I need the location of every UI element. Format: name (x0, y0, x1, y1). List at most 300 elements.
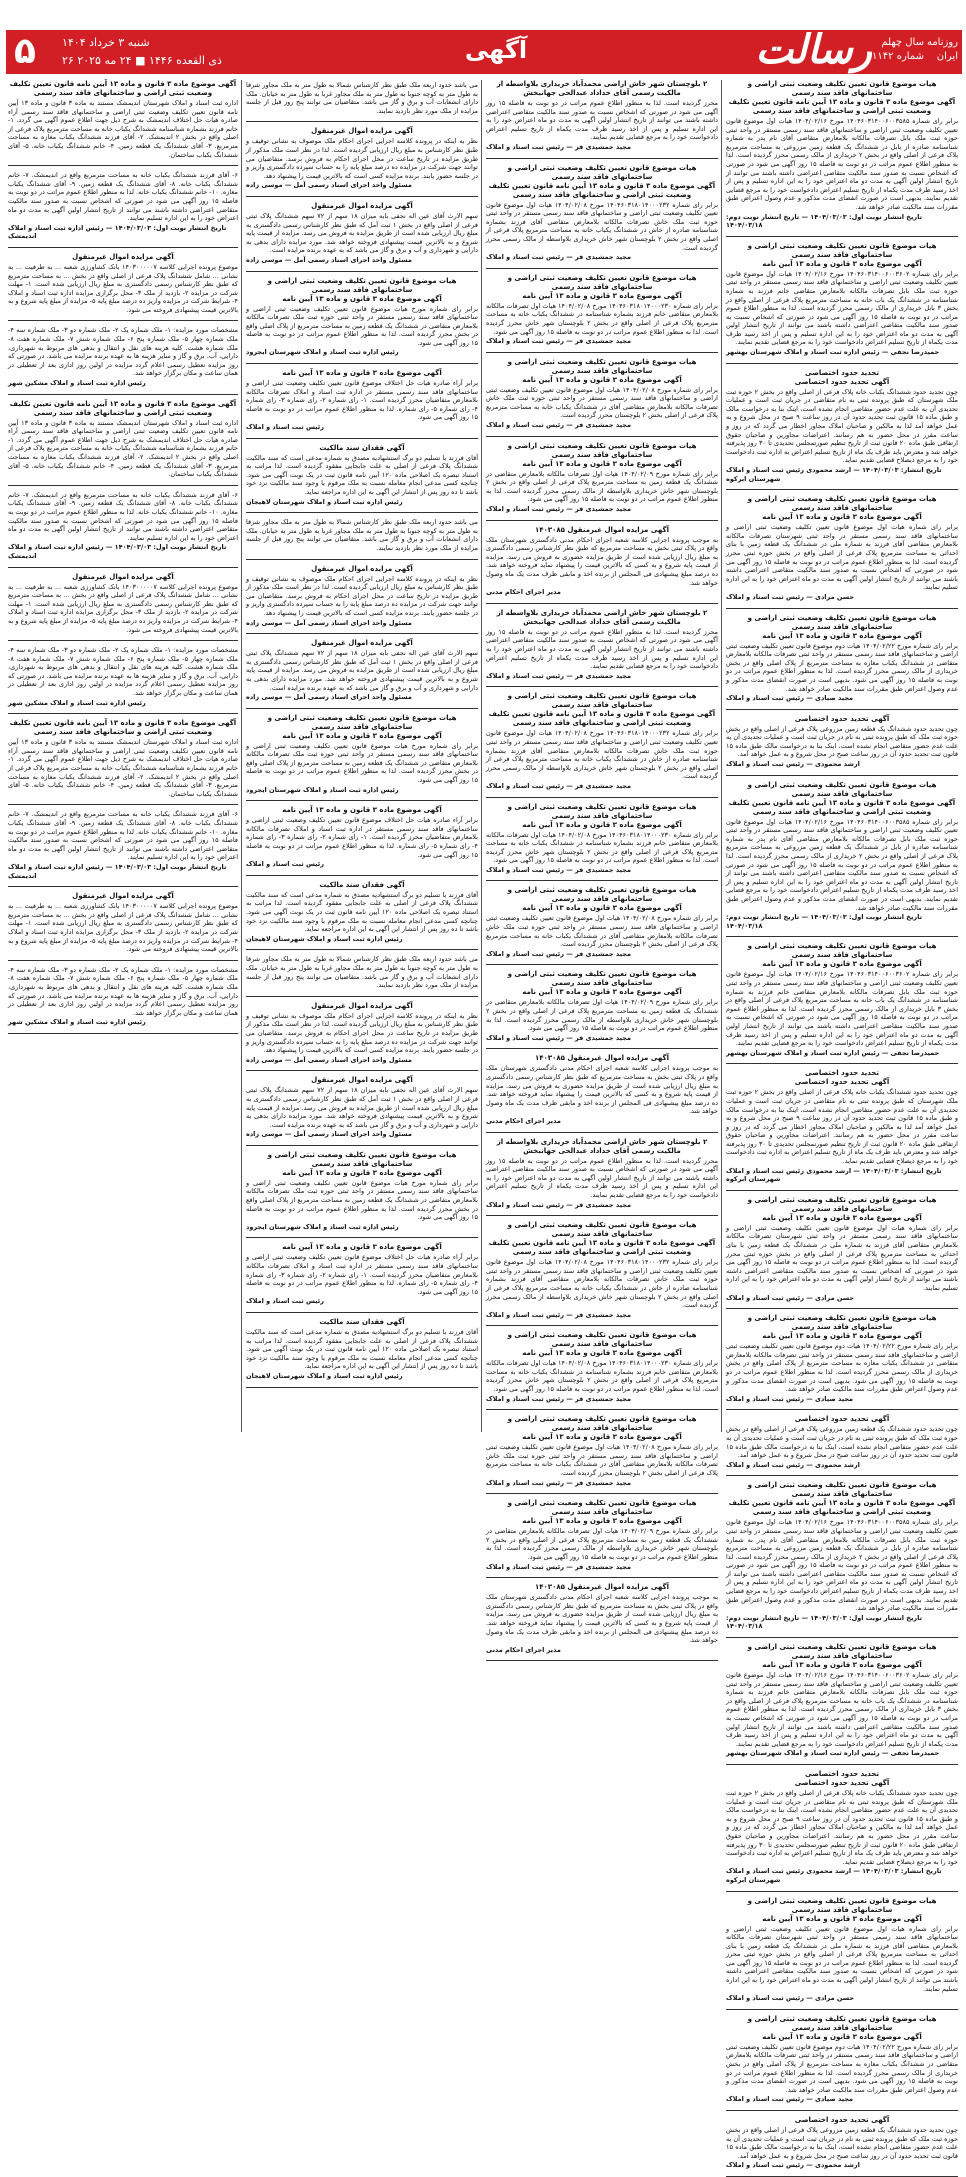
ad-separator (486, 436, 718, 437)
ad-separator (726, 2009, 958, 2010)
ad-body: اداره ثبت اسناد و املاک شهرستان اندیمشک مستند به ماده ۳ قانون و ماده ۱۳ آیین نامه قانون تعیین تکلیف وضعیت ثبتی اراضی و ساختمانهای فاقد سند رسمی آراء صادره هیات حل اختلاف اندیمشک به شرح ذیل جهت اطلاع عموم آگهی می گردد. ۱- خانم فرزند بشماره شناسنامه ششدانگ یکباب خانه به مساحت مترمربع پلاک فرعی از اصلی واقع در بخش ۲ اندیمشک. ۲- آقای فرزند ششدانگ یکباب مغازه به مساحت مترمربع. ۳- آقای ششدانگ یک قطعه زمین. ۴- خانم ششدانگ یکباب خانه. ۵- آقای ششدانگ یکباب ساختمان. (8, 738, 238, 798)
column-1 (726, 80, 959, 2170)
ad-separator (726, 1637, 958, 1638)
ad-signature: تاریخ انتشار: ۱۴۰۴/۰۳/۰۳ — ارشد محمودی رئیس ثبت اسناد و املاک شهرستان ابرکوه (726, 1867, 942, 1884)
ad-body: سهم الارث آقای عین اله نجفی بابه میزان ۱۸ سهم از ۷۲ سهم ششدانگ پلاک ثبتی فرعی از اصلی واقع در بخش ۱ ثبت آمل که طبق نظر کارشناس رسمی دادگستری به مبلغ ریال ارزیابی شده است از طریق مزایده به فروش می رسد. مزایده از قیمت پایه شروع و به بالاترین قیمت پیشنهادی فروخته خواهد شد. مورد مزایده دارای بدهی به دارایی و شهرداری و آب و برق و گاز می باشد که به عهده برنده مزایده است. (246, 649, 479, 692)
ad-body: برابر رای شماره ۱۴۰۴۶۰۳۱۴۰۰۶۰۰۳۶۰۲ مورخ ۱۴۰۴/۰۲/۱۶ هیات اول موضوع قانون تعیین تکلیف وضعیت ثبتی اراضی و ساختمانهای فاقد سند رسمی مستقر در واحد ثبتی حوزه ثبت ملک بابل تصرفات مالکانه بلامعارض متقاضی خانم فرزند به شماره شناسنامه در ششدانگ یک باب خانه به مساحت مترمربع پلاک فرعی از اصلی واقع در بخش ۳ بابل خریداری از مالک رسمی محرز گردیده است. لذا به منظور اطلاع عموم مراتب در دو نوبت به فاصله ۱۵ روز آگهی می شود در صورتی که اشخاص نسبت به صدور سند مالکیت متقاضی اعتراضی داشته باشند می توانند از تاریخ انتشار اولین آگهی به مدت دو ماه اعتراض خود را به این اداره تسلیم و پس از اخذ رسید ظرف مدت یکماه از تاریخ تسلیم اعتراض دادخواست خود را به مرجع قضایی تقدیم نمایند. (726, 269, 958, 347)
ad-body: برابر رای شماره هیات اول موضوع قانون تعیین تکلیف وضعیت ثبتی اراضی و ساختمانهای فاقد سند رسمی مستقر در واحد ثبتی شهرستان تصرفات مالکانه بلامعارض متقاضی آقای فرزند به شماره ملی در ششدانگ یک قطعه زمین با بنای احداثی به مساحت مترمربع پلاک فرعی از اصلی واقع در بخش حوزه ثبتی محرز گردیده است. لذا به منظور اطلاع عموم مراتب در دو نوبت به فاصله ۱۵ روز آگهی می شود در صورتی که اشخاص نسبت به صدور سند مالکیت متقاضی اعتراضی داشته باشند می توانند از تاریخ انتشار اولین آگهی به مدت دو ماه اعتراض خود را به این اداره تسلیم نمایند. (726, 523, 958, 592)
ad-title: آگهی مزایده اموال غیرمنقول (311, 639, 413, 648)
ad-body: چون تحدید حدود ششدانگ یک قطعه زمین مزروعی پلاک فرعی از اصلی واقع در بخش حوزه ثبت ملک که طبق پرونده ثبتی به نام در جریان ثبت است و عملیات تحدیدی آن به علت عدم حضور متقاضی انجام نشده است، اینک بنا به درخواست مالک طبق ماده ۱۵ قانون ثبت تحدید حدود آن در روز ساعت صبح در محل شروع و به عمل خواهد آمد. (726, 1425, 958, 1460)
header-left-block (6, 30, 336, 74)
ad-title: هیات موضوع قانون تعیین تکلیف وضعیت ثبتی اراضی و ساختمانهای فاقد سند رسمی (507, 1499, 697, 1517)
ad-body: برابر رای شماره مورخ ۱۴۰۴/۰۲/۰۹ هیات اول تصرفات مالکانه بلامعارض متقاضی در ششدانگ یک قطعه زمین به مساحت مترمربع پلاک فرعی از اصلی واقع در بخش ۲ بلوچستان شهر خاش خریداری بلاواسطه از مالک رسمی محرز گردیده است. لذا به منظور اطلاع عموم مراتب در دو نوبت به فاصله ۱۵ روز آگهی می شود. (486, 998, 718, 1033)
ad-separator (8, 640, 238, 641)
ad-signature: مجید جمشیدی فر — رئیس ثبت اسناد و املاک (486, 337, 631, 346)
ad-title: هیات موضوع قانون تعیین تکلیف وضعیت ثبتی اراضی و ساختمانهای فاقد سند رسمی (507, 357, 697, 375)
ad-signature: رئیس ثبت اسناد و املاک (246, 1297, 324, 1306)
ad-columns (8, 80, 959, 2170)
ad-signature: مجید جمشیدی فر — رئیس ثبت اسناد و املاک (486, 1478, 631, 1487)
ad-body: آقای فرزند با تسلیم دو برگ استشهادیه مصدق به شماره مدعی است که سند مالکیت ششدانگ پلاک فرعی از اصلی به علت جابجایی مفقود گردیده است. لذا مراتب به استناد تبصره یک اصلاحی ماده ۱۲۰ آیین نامه قانون ثبت در یک نوبت آگهی می شود. چنانچه کسی مدعی انجام معامله نسبت به ملک مرقوم یا وجود سند مالکیت نزد خود باشد تا ده روز پس از انتشار این آگهی به این اداره مراجعه نماید. (246, 890, 478, 934)
ad-title: هیات موضوع قانون تعیین تکلیف وضعیت ثبتی اراضی و ساختمانهای فاقد سند رسمی (267, 1150, 457, 1168)
ad-title: آگهی مزایده اموال غیرمنقول (311, 127, 413, 136)
ad-body: چون تحدید حدود ششدانگ یکباب خانه پلاک فرعی از اصلی واقع در بخش ۲ حوزه ثبت ملک شهرستان که طبق پرونده ثبتی به نام متقاضی در جریان ثبت است و عملیات تحدیدی آن به علت عدم حضور متقاضی انجام نشده است، اینک بنا به درخواست مالک و طبق ماده ۱۵ قانون ثبت تحدید حدود آن در روز ساعت ۹ صبح در محل شروع و به عمل خواهد آمد لذا به مالکین و صاحبان املاک مجاور اخطار می گردد که در روز و ساعت مقرر در محل حضور به هم رسانند. اعتراضات مجاورین و صاحبان حقوق ارتفاقی طبق ماده ۲۰ قانون ثبت از تاریخ تنظیم صورتمجلس تحدیدی تا ۳۰ روز پذیرفته خواهد شد و معترض باید ظرف یک ماه از تاریخ تسلیم اعتراض به اداره ثبت دادخواست خود را به مرجع ذیصلاح قضایی تقدیم نماید. (726, 1088, 958, 1166)
ad-signature: مدیر اجرای احکام مدنی (486, 588, 561, 597)
ad-body: مشخصات مورد مزایده: ۱- ملک شماره یک ۲- ملک شماره دو ۳- ملک شماره سه ۴- ملک شماره چهار ۵- ملک شماره پنج ۶- ملک شماره شش ۷- ملک شماره هفت ۸- ملک شماره هشت. کلیه هزینه های نقل و انتقال و بدهی های مربوط به شهرداری، دارایی، آب، برق و گاز و سایر هزینه ها به عهده برنده مزایده می باشد. در صورتی که روز مزایده تعطیل رسمی اعلام گردد مزایده در اولین روز اداری بعد از تعطیلی در همان ساعت و مکان برگزار خواهد شد. (8, 326, 239, 378)
ad-title: تحدید حدود اختصاصی (805, 1069, 879, 1078)
ad-separator (246, 559, 478, 560)
ad-separator (726, 1409, 958, 1410)
ad-body: برابر رای شماره ۱۴۰۴۶۰۳۱۴۰۰۶۰۰۳۵۸۵ مورخ ۱۴۰۴/۰۲/۱۶ هیات اول موضوع قانون تعیین تکلیف وضعیت ثبتی اراضی و ساختمانهای فاقد سند رسمی مستقر در واحد ثبتی حوزه ثبت ملک بابل تصرفات مالکانه بلامعارض متقاضی آقای نام پدر به شماره شناسنامه صادره از بابل در ششدانگ یک قطعه زمین مزروعی به مساحت مترمربع پلاک فرعی از اصلی واقع در بخش ۲ خریداری از مالک رسمی محرز گردیده است. لذا به منظور اطلاع عموم مراتب در دو نوبت به فاصله ۱۵ روز آگهی می شود در صورتی که اشخاص نسبت به صدور سند مالکیت متقاضی اعتراضی داشته باشند می توانند از تاریخ انتشار اولین آگهی به مدت دو ماه اعتراض خود را به این اداره تسلیم و پس از اخذ رسید ظرف مدت یکماه از تاریخ تسلیم اعتراض دادخواست خود را به مرجع قضایی تقدیم نمایند. بدیهی است در صورت انقضای مدت مذکور و عدم وصول اعتراض طبق مقررات سند مالکیت صادر خواهد شد. (726, 117, 959, 211)
ad-body: چون تحدید حدود ششدانگ یک قطعه زمین مزروعی پلاک فرعی از اصلی واقع در بخش حوزه ثبت ملک که طبق پرونده ثبتی به نام در جریان ثبت است و عملیات تحدیدی آن به علت عدم حضور متقاضی انجام نشده است، اینک بنا به درخواست مالک طبق ماده ۱۵ قانون ثبت تحدید حدود آن در روز ساعت صبح در محل شروع و به عمل خواهد آمد. (726, 2126, 958, 2160)
masthead-tag-2: روزنامه ایران (926, 37, 958, 62)
ad-signature: مجید جمشیدی فر — رئیس ثبت اسناد و املاک (486, 865, 631, 874)
ad-body: اداره ثبت اسناد و املاک شهرستان اندیمشک مستند به ماده ۳ قانون و ماده ۱۳ آیین نامه قانون تعیین تکلیف وضعیت ثبتی اراضی و ساختمانهای فاقد سند رسمی آراء صادره هیات حل اختلاف اندیمشک به شرح ذیل جهت اطلاع عموم آگهی می گردد. ۱- خانم فرزند بشماره شناسنامه ششدانگ یکباب خانه به مساحت مترمربع پلاک فرعی از اصلی واقع در بخش ۲ اندیمشک. ۲- آقای فرزند ششدانگ یکباب مغازه به مساحت مترمربع. ۳- آقای ششدانگ یک قطعه زمین. ۴- خانم ششدانگ یکباب خانه. ۵- آقای ششدانگ یکباب ساختمان. (8, 99, 238, 159)
legal-ad (8, 646, 238, 707)
ad-title: آگهی مزایده اموال غیرمنقول (311, 1001, 413, 1010)
legal-ad (246, 1002, 478, 1065)
legal-ad (726, 369, 958, 484)
ad-separator (726, 936, 958, 937)
ad-separator (246, 271, 478, 272)
ad-signature: رئیس اداره ثبت اسناد و املاک شهرستان ایجرود (246, 785, 399, 794)
legal-ad (486, 1415, 718, 1487)
ad-title: هیات موضوع قانون تعیین تکلیف وضعیت ثبتی اراضی و ساختمانهای فاقد سند رسمی (507, 1221, 697, 1239)
legal-ad (486, 1138, 718, 1210)
ad-title: هیات موضوع قانون تعیین تکلیف وضعیت ثبتی اراضی و ساختمانهای فاقد سند رسمی (267, 276, 457, 294)
ad-signature: مجید جمشیدی فر — رئیس ثبت اسناد و املاک (486, 1394, 631, 1403)
ad-title: آگهی فقدان سند مالکیت (319, 443, 405, 452)
legal-ad (8, 326, 238, 387)
ad-subtitle: آگهی موضوع ماده ۳ قانون و ماده ۱۳ آیین نامه (522, 1349, 682, 1358)
page-header (6, 26, 962, 74)
ad-title: آگهی تحدید حدود اختصاصی (794, 714, 890, 723)
legal-ad (486, 1054, 718, 1125)
legal-ad (8, 253, 238, 315)
ad-body: برابر رای شماره مورخ ۱۴۰۴/۰۲/۰۸ هیات اول موضوع قانون تعیین تکلیف وضعیت ثبتی اراضی و ساختمانهای فاقد سند رسمی مستقر در واحد ثبتی حوزه ثبت ملک خاش تصرفات مالکانه بلامعارض متقاضی آقای در ششدانگ یکباب خانه به مساحت مترمربع پلاک فرعی از اصلی بخش ۲ بلوچستان محرز گردیده است. (486, 385, 718, 420)
ad-body: برابر آراء صادره هیات حل اختلاف موضوع قانون تعیین تکلیف وضعیت ثبتی اراضی و ساختمانهای فاقد سند رسمی مستقر در اداره ثبت اسناد و املاک تصرفات مالکانه بلامعارض متقاضیان محرز گردیده است. ۱- رای شماره ۲- رای شماره ۳- رای شماره ۴- رای شماره ۵- رای شماره. لذا به منظور اطلاع عموم مراتب در دو نوبت به فاصله ۱۵ روز آگهی می شود. (246, 379, 478, 422)
ad-signature: مسئول واحد اجرای اسناد رسمی آمل — موسی زاده (246, 1130, 412, 1139)
legal-ad (486, 1331, 718, 1403)
ad-subtitle: آگهی موضوع ماده ۳ قانون و ماده ۱۳ آیین نامه (522, 988, 682, 997)
column-3 (246, 80, 478, 1432)
legal-ad (726, 2116, 958, 2170)
legal-ad (726, 614, 958, 703)
ad-signature: مجید صیادی — رئیس ثبت اسناد و املاک (726, 2095, 854, 2104)
ad-separator (8, 1033, 238, 1034)
legal-ad (8, 810, 238, 880)
ad-subtitle: آگهی موضوع ماده ۳ قانون و ماده ۱۳ آیین نامه (522, 375, 682, 384)
ad-title: هیات موضوع قانون تعیین تکلیف وضعیت ثبتی اراضی و ساختمانهای فاقد سند رسمی (747, 1643, 937, 1661)
ad-signature: رئیس اداره ثبت اسناد و املاک شهرستان لاهیجان (246, 934, 403, 943)
ad-subtitle: آگهی موضوع ماده ۳ قانون و ماده ۱۳ آیین نامه (522, 459, 682, 468)
ad-title: هیات موضوع قانون تعیین تکلیف وضعیت ثبتی اراضی و ساختمانهای فاقد سند رسمی (747, 1481, 937, 1499)
legal-ad (8, 573, 238, 635)
ad-subtitle: آگهی موضوع ماده ۳ قانون و ماده ۱۳ آیین نامه (522, 1517, 682, 1526)
ad-signature: حمیدرضا نجفی — رئیس اداره ثبت اسناد و املاک شهرستان بهشهر (726, 348, 940, 357)
legal-ad (726, 942, 958, 1057)
legal-ad (726, 1897, 958, 2003)
ad-signature: تاریخ انتشار نوبت اول: ۱۴۰۴/۰۳/۰۳ — تاریخ انتشار نوبت دوم: ۱۴۰۴/۰۳/۱۸ (726, 913, 923, 930)
ad-separator (486, 1493, 718, 1494)
ad-title: آگهی مزایده اموال غیرمنقول (72, 572, 174, 581)
ad-signature: ارشد محمودی — رئیس ثبت اسناد و املاک (726, 2161, 860, 2170)
ad-body: برابر آراء صادره هیات حل اختلاف موضوع قانون تعیین تکلیف وضعیت ثبتی اراضی و ساختمانهای فاقد سند رسمی مستقر در اداره ثبت اسناد و املاک تصرفات مالکانه بلامعارض متقاضیان محرز گردیده است. ۱- رای شماره ۲- رای شماره ۳- رای شماره ۴- رای شماره ۵- رای شماره. لذا به منظور اطلاع عموم مراتب در دو نوبت به فاصله ۱۵ روز آگهی می شود. (246, 1253, 478, 1296)
ad-title: آگهی موضوع ماده ۳ قانون و ماده ۱۳ آیین نامه (282, 1243, 442, 1252)
ad-body: برابر رای شماره مورخ هیات موضوع قانون تعیین تکلیف وضعیت ثبتی اراضی و ساختمانهای فاقد سند رسمی مستقر در واحد ثبتی حوزه ثبت ملک تصرفات مالکانه بلامعارض متقاضی در ششدانگ یک قطعه زمین به مساحت مترمربع از پلاک اصلی واقع در بخش محرز گردیده است. لذا به منظور اطلاع عموم مراتب در دو نوبت به فاصله ۱۵ روز آگهی می شود. (246, 741, 478, 785)
legal-ad (486, 803, 718, 875)
ad-body: چون تحدید حدود ششدانگ یک قطعه زمین مزروعی پلاک فرعی از اصلی واقع در بخش حوزه ثبت ملک که طبق پرونده ثبتی به نام در جریان ثبت است و عملیات تحدیدی آن به علت عدم حضور متقاضی انجام نشده است، اینک بنا به درخواست مالک طبق ماده ۱۵ قانون ثبت تحدید حدود آن در روز ساعت صبح در محل شروع و به عمل خواهد آمد. (726, 724, 958, 759)
ad-signature: مسئول واحد اجرای اسناد رسمی آمل — موسی زاده (246, 181, 412, 190)
ad-subtitle: آگهی موضوع ماده ۳ قانون و ماده ۱۳ آیین نامه قانون تعیین تکلیف وضعیت ثبتی اراضی و ساختمانهای فاقد سند رسمی (728, 98, 956, 115)
ad-body: موضوع پرونده اجرایی کلاسه ۱۴۰۳۰۰۰۰۰۷ بانک کشاورزی شعبه ... به طرفیت ... به نشانی ... شامل ششدانگ پلاک فرعی از اصلی واقع در بخش ... به مساحت مترمربع که طبق نظر کارشناس رسمی دادگستری به مبلغ ریال ارزیابی شده است. ۱- مهلت شرکت در مزایده ۲- بازدید از ملک ۳- محل برگزاری مزایده اداره ثبت اسناد و املاک ۴- شرایط شرکت در مزایده واریز ده درصد مبلغ پایه ۵- مزایده از مبلغ پایه شروع و به بالاترین قیمت پیشنهادی فروخته می شود. (8, 902, 238, 954)
ad-subtitle: آگهی موضوع ماده ۳ قانون و ماده ۱۳ آیین نامه قانون تعیین تکلیف وضعیت ثبتی اراضی و ساختمانهای فاقد سند رسمی (488, 710, 716, 728)
ad-body: برابر رای شماره ۱۴۰۴۶۰۳۱۴۰۰۶۰۰۳۵۸۵ مورخ ۱۴۰۴/۰۲/۱۶ هیات اول موضوع قانون تعیین تکلیف وضعیت ثبتی اراضی و ساختمانهای فاقد سند رسمی مستقر در واحد ثبتی حوزه ثبت ملک بابل تصرفات مالکانه بلامعارض متقاضی آقای نام پدر به شماره شناسنامه صادره از بابل در ششدانگ یک قطعه زمین مزروعی به مساحت مترمربع پلاک فرعی از اصلی واقع در بخش ۲ خریداری از مالک رسمی محرز گردیده است. لذا به منظور اطلاع عموم مراتب در دو نوبت به فاصله ۱۵ روز آگهی می شود در صورتی که اشخاص نسبت به صدور سند مالکیت متقاضی اعتراضی داشته باشند می توانند از تاریخ انتشار اولین آگهی به مدت دو ماه اعتراض خود را به این اداره تسلیم و پس از اخذ رسید ظرف مدت یکماه از تاریخ تسلیم اعتراض دادخواست خود را به مرجع قضایی تقدیم نمایند. بدیهی است در صورت انقضای مدت مذکور و عدم وصول اعتراض طبق مقررات سند مالکیت صادر خواهد شد. (726, 817, 959, 912)
ad-separator (8, 485, 238, 486)
ad-title: هیات موضوع قانون تعیین تکلیف وضعیت ثبتی اراضی و ساختمانهای فاقد سند رسمی (747, 1195, 937, 1213)
ad-signature: مدیر اجرای احکام مدنی (486, 1116, 561, 1125)
ad-body: موضوع پرونده اجرایی کلاسه ۱۴۰۳۰۰۰۰۰۷ بانک کشاورزی شعبه ... به طرفیت ... به نشانی ... شامل ششدانگ پلاک فرعی از اصلی واقع در بخش ... به مساحت مترمربع که طبق نظر کارشناس رسمی دادگستری به مبلغ ریال ارزیابی شده است. ۱- مهلت شرکت در مزایده ۲- بازدید از ملک ۳- محل برگزاری مزایده اداره ثبت اسناد و املاک ۴- شرایط شرکت در مزایده واریز ده درصد مبلغ پایه ۵- مزایده از مبلغ پایه شروع و به بالاترین قیمت پیشنهادی فروخته می شود. (8, 582, 238, 634)
legal-ad (246, 1243, 478, 1306)
ad-signature: حمیدرضا نجفی — رئیس اداره ثبت اسناد و املاک شهرستان بهشهر (726, 1048, 940, 1057)
ad-title: آگهی مزایده اموال غیرمنقول (311, 564, 413, 573)
ad-separator (246, 438, 478, 439)
ad-separator (246, 1387, 478, 1388)
legal-ad (486, 886, 718, 958)
ad-body: محرز گردیده است. لذا به منظور اطلاع عموم مراتب در دو نوبت به فاصله ۱۵ روز آگهی می شود در صورتی که اشخاص نسبت به صدور سند مالکیت متقاضی اعتراضی داشته باشند می توانند از تاریخ انتشار اولین آگهی به مدت دو ماه اعتراض خود را به این اداره تسلیم و پس از اخذ رسید ظرف مدت یکماه از تاریخ تسلیم اعتراض دادخواست خود را به مرجع قضایی تقدیم نمایند. (486, 99, 719, 142)
ad-signature: رئیس ثبت اسناد و املاک (246, 860, 324, 869)
ad-signature: حسن مرادی — رئیس ثبت اسناد و املاک (726, 592, 855, 601)
ad-signature: مجید جمشیدی فر — رئیس ثبت اسناد و املاک (486, 781, 631, 790)
ad-title: هیات موضوع قانون تعیین تکلیف وضعیت ثبتی اراضی و ساختمانهای فاقد سند رسمی (507, 1331, 697, 1349)
legal-ad (8, 892, 238, 954)
ad-body: برابر رای شماره ۱۴۰۴۶۰۳۱۴۰۰۶۰۰۳۶۰۲ مورخ ۱۴۰۴/۰۲/۱۶ هیات اول موضوع قانون تعیین تکلیف وضعیت ثبتی اراضی و ساختمانهای فاقد سند رسمی مستقر در واحد ثبتی حوزه ثبت ملک بابل تصرفات مالکانه بلامعارض متقاضی خانم فرزند به شماره شناسنامه در ششدانگ یک باب خانه به مساحت مترمربع پلاک فرعی از اصلی واقع در بخش ۳ بابل خریداری از مالک رسمی محرز گردیده است. لذا به منظور اطلاع عموم مراتب در دو نوبت به فاصله ۱۵ روز آگهی می شود در صورتی که اشخاص نسبت به صدور سند مالکیت متقاضی اعتراضی داشته باشند می توانند از تاریخ انتشار اولین آگهی به مدت دو ماه اعتراض خود را به این اداره تسلیم و پس از اخذ رسید ظرف مدت یکماه از تاریخ تسلیم اعتراض دادخواست خود را به مرجع قضایی تقدیم نمایند. (726, 1671, 958, 1748)
ad-subtitle: آگهی موضوع ماده ۳ قانون و ماده ۱۳ آیین نامه (762, 1914, 922, 1923)
ad-separator (246, 1070, 478, 1071)
ad-separator (8, 320, 238, 321)
ad-subtitle: آگهی موضوع ماده ۳ قانون و ماده ۱۳ آیین نامه (522, 291, 682, 300)
ad-title: آگهی مزایده اموال غیرمنقول ۱۴۰۳۰۸۵ (534, 525, 670, 534)
ad-body: مشخصات مورد مزایده: ۱- ملک شماره یک ۲- ملک شماره دو ۳- ملک شماره سه ۴- ملک شماره چهار ۵- ملک شماره پنج ۶- ملک شماره شش ۷- ملک شماره هفت ۸- ملک شماره هشت. کلیه هزینه های نقل و انتقال و بدهی های مربوط به شهرداری، دارایی، آب، برق و گاز و سایر هزینه ها به عهده برنده مزایده می باشد. در صورتی که روز مزایده تعطیل رسمی اعلام گردد مزایده در اولین روز اداری بعد از تعطیلی در همان ساعت و مکان برگزار خواهد شد. (8, 646, 239, 698)
ad-title: آگهی مزایده اموال غیرمنقول ۱۴۰۳۰۸۵ (534, 1054, 670, 1063)
ad-separator (486, 1132, 718, 1133)
ad-body: برابر رای شماره ۱۴۰۴۶۰۳۱۸۰۱۴۰۰۰۲۳۰ مورخ ۱۴۰۴/۰۲/۰۸ هیات اول تصرفات مالکانه بلامعارض متقاضی خانم فرزند بشماره شناسنامه در ششدانگ یکباب خانه به مساحت مترمربع پلاک فرعی از اصلی واقع در بخش ۲ بلوچستان شهر خاش محرز گردیده است. لذا به منظور اطلاع عموم مراتب در دو نوبت به فاصله ۱۵ روز آگهی می شود. (486, 830, 718, 865)
ad-separator (726, 2110, 958, 2111)
ad-signature: ارشد محمودی — رئیس ثبت اسناد و املاک (726, 760, 860, 769)
ad-separator (726, 1764, 958, 1765)
ad-body: ۶- آقای فرزند ششدانگ یکباب خانه به مساحت مترمربع واقع در اندیمشک. ۷- خانم ششدانگ یکباب خانه. ۸- آقای ششدانگ یک قطعه زمین. ۹- آقای ششدانگ یکباب مغازه. ۱۰- خانم ششدانگ یکباب خانه. لذا به منظور اطلاع عموم مراتب در دو نوبت به فاصله ۱۵ روز آگهی می شود در صورتی که اشخاص نسبت به صدور سند مالکیت متقاضی اعتراضی داشته باشند می توانند از تاریخ انتشار اولین آگهی به مدت دو ماه اعتراض خود را به این اداره تسلیم نمایند. (8, 171, 239, 223)
ad-signature: حمیدرضا نجفی — رئیس اداره ثبت اسناد و املاک شهرستان بهشهر (726, 1749, 940, 1758)
ad-signature: رئیس اداره ثبت اسناد و املاک مشکین شهر (8, 1018, 146, 1027)
legal-ad (486, 274, 718, 346)
ad-title: آگهی مزایده اموال غیرمنقول (311, 201, 413, 210)
column-rule (241, 80, 242, 1432)
ad-separator (246, 949, 478, 950)
legal-ad (486, 692, 718, 790)
ad-separator (726, 775, 958, 776)
ad-title: آگهی فقدان سند مالکیت (319, 880, 405, 889)
ad-signature: مجید جمشیدی فر — رئیس ثبت اسناد و املاک (486, 421, 631, 430)
ad-title: آگهی تحدید حدود اختصاصی (794, 1415, 890, 1424)
ad-subtitle: آگهی موضوع ماده ۳ قانون و ماده ۱۳ آیین نامه قانون تعیین تکلیف وضعیت ثبتی اراضی و ساختمانهای فاقد سند رسمی (488, 1239, 716, 1257)
ad-signature: تاریخ انتشار نوبت اول: ۱۴۰۴/۰۳/۰۳ — رئیس اداره ثبت اسناد و املاک اندیمشک (8, 862, 227, 880)
ad-body: برابر رای شماره مورخ ۱۴۰۴/۰۲/۰۸ هیات اول موضوع قانون تعیین تکلیف وضعیت ثبتی اراضی و ساختمانهای فاقد سند رسمی مستقر در واحد ثبتی حوزه ثبت ملک خاش تصرفات مالکانه بلامعارض متقاضی آقای در ششدانگ یکباب خانه به مساحت مترمربع پلاک فرعی از اصلی بخش ۲ بلوچستان محرز گردیده است. (486, 914, 718, 949)
ad-body: سهم الارث آقای عین اله نجفی بابه میزان ۱۸ سهم از ۷۲ سهم ششدانگ پلاک ثبتی فرعی از اصلی واقع در بخش ۱ ثبت آمل که طبق نظر کارشناس رسمی دادگستری به مبلغ ریال ارزیابی شده است از طریق مزایده به فروش می رسد. مزایده از قیمت پایه شروع و به بالاترین قیمت پیشنهادی فروخته خواهد شد. مورد مزایده دارای بدهی به دارایی و شهرداری و آب و برق و گاز می باشد که به عهده برنده مزایده است. (246, 1086, 479, 1129)
ad-title: هیات موضوع قانون تعیین تکلیف وضعیت ثبتی اراضی و ساختمانهای فاقد سند رسمی (747, 1896, 937, 1914)
legal-ad (246, 1076, 478, 1139)
ad-signature: مجید جمشیدی فر — رئیس ثبت اسناد و املاک (486, 505, 631, 514)
ad-body: چون تحدید حدود ششدانگ یکباب خانه پلاک فرعی از اصلی واقع در بخش ۲ حوزه ثبت ملک شهرستان که طبق پرونده ثبتی به نام متقاضی در جریان ثبت است و عملیات تحدیدی آن به علت عدم حضور متقاضی انجام نشده است، اینک بنا به درخواست مالک و طبق ماده ۱۵ قانون ثبت تحدید حدود آن در روز ساعت ۹ صبح در محل شروع و به عمل خواهد آمد لذا به مالکین و صاحبان املاک مجاور اخطار می گردد که در روز و ساعت مقرر در محل حضور به هم رسانند. اعتراضات مجاورین و صاحبان حقوق ارتفاقی طبق ماده ۲۰ قانون ثبت از تاریخ تنظیم صورتمجلس تحدیدی تا ۳۰ روز پذیرفته خواهد شد و معترض باید ظرف یک ماه از تاریخ تسلیم اعتراض به اداره ثبت دادخواست خود را به مرجع ذیصلاح قضایی تقدیم نماید. (726, 387, 958, 465)
ad-body: محرز گردیده است. لذا به منظور اطلاع عموم مراتب در دو نوبت به فاصله ۱۵ روز آگهی می شود در صورتی که اشخاص نسبت به صدور سند مالکیت متقاضی اعتراضی داشته باشند می توانند از تاریخ انتشار اولین آگهی به مدت دو ماه اعتراض خود را به این اداره تسلیم و پس از اخذ رسید ظرف مدت یکماه از تاریخ تسلیم اعتراض دادخواست خود را به مرجع قضایی تقدیم نمایند. (486, 627, 719, 671)
ad-title: آگهی موضوع ماده ۳ قانون و ماده ۱۳ آیین نامه قانون تعیین تکلیف وضعیت ثبتی اراضی و ساختمانهای فاقد سند رسمی (9, 399, 237, 417)
ad-separator (246, 121, 478, 122)
ad-separator (486, 1577, 718, 1578)
ad-title: هیات موضوع قانون تعیین تکلیف وضعیت ثبتی اراضی و ساختمانهای فاقد سند رسمی (747, 241, 937, 259)
legal-ad (246, 1151, 478, 1232)
legal-ad (486, 1583, 718, 1654)
ad-signature: رئیس ثبت اسناد و املاک (246, 423, 324, 432)
column-rule (481, 80, 482, 1432)
ad-separator (246, 875, 478, 876)
ad-separator (8, 804, 238, 805)
ad-subtitle: آگهی موضوع ماده ۳ قانون و ماده ۱۳ آیین نامه (762, 1332, 922, 1341)
ad-signature: مجید جمشیدی فر — رئیس ثبت اسناد و املاک (486, 1200, 631, 1209)
ad-body: برابر رای شماره مورخ ۱۴۰۴/۰۲/۲۲ هیات دوم موضوع قانون تعیین تکلیف وضعیت ثبتی اراضی و ساختمانهای فاقد سند رسمی مستقر در واحد ثبتی تصرفات مالکانه بلامعارض متقاضی در ششدانگ یکباب مغازه به مساحت مترمربع از پلاک اصلی واقع در بخش خریداری از مالک رسمی محرز گردیده است. لذا به منظور اطلاع عموم مراتب در دو نوبت به فاصله ۱۵ روز آگهی می شود. بدیهی است در صورت انقضای مدت مذکور و عدم وصول اعتراض طبق مقررات سند مالکیت صادر خواهد شد. (726, 1342, 958, 1394)
ad-signature: رئیس اداره ثبت اسناد و املاک شهرستان ایجرود (246, 1222, 399, 1231)
ad-separator (726, 1190, 958, 1191)
ad-subtitle: آگهی موضوع ماده ۳ قانون و ماده ۱۳ آیین نامه (522, 904, 682, 913)
ad-subtitle: آگهی تحدید حدود اختصاصی (794, 377, 890, 386)
legal-ad (726, 1196, 958, 1302)
ad-signature: مجید جمشیدی فر — رئیس ثبت اسناد و املاک (486, 142, 631, 151)
ad-separator (246, 512, 478, 513)
column-2 (486, 80, 719, 1654)
ad-separator (486, 1409, 718, 1410)
ad-separator (486, 268, 718, 269)
legal-ad (8, 171, 238, 241)
ad-separator (486, 1048, 718, 1049)
legal-ad (486, 164, 718, 262)
ad-separator (726, 1475, 958, 1476)
ad-subtitle: آگهی موضوع ماده ۳ قانون و ماده ۱۳ آیین نامه قانون تعیین تکلیف وضعیت ثبتی اراضی و ساختمانهای فاقد سند رسمی (488, 181, 716, 199)
legal-ad (8, 719, 238, 798)
ad-body: ۶- آقای فرزند ششدانگ یکباب خانه به مساحت مترمربع واقع در اندیمشک. ۷- خانم ششدانگ یکباب خانه. ۸- آقای ششدانگ یک قطعه زمین. ۹- آقای ششدانگ یکباب مغازه. ۱۰- خانم ششدانگ یکباب خانه. لذا به منظور اطلاع عموم مراتب در دو نوبت به فاصله ۱۵ روز آگهی می شود در صورتی که اشخاص نسبت به صدور سند مالکیت متقاضی اعتراضی داشته باشند می توانند از تاریخ انتشار اولین آگهی به مدت دو ماه اعتراض خود را به این اداره تسلیم نمایند. (8, 490, 239, 542)
ad-title: تحدید حدود اختصاصی (805, 1769, 879, 1778)
ad-subtitle: آگهی موضوع ماده ۳ قانون و ماده ۱۳ آیین نامه (522, 820, 682, 829)
ad-separator (8, 165, 238, 166)
legal-ad (246, 955, 478, 989)
ad-signature: مجید جمشیدی فر — رئیس ثبت اسناد و املاک (486, 1562, 631, 1571)
ad-subtitle: آگهی موضوع ماده ۳ قانون و ماده ۱۳ آیین نامه (762, 631, 922, 640)
ad-subtitle: آگهی موضوع ماده ۳ قانون و ماده ۱۳ آیین نامه (762, 513, 922, 522)
page-number: ۵ (14, 31, 36, 72)
legal-ad (246, 881, 478, 944)
ad-separator (8, 247, 238, 248)
ad-body: برابر رای شماره هیات اول موضوع قانون تعیین تکلیف وضعیت ثبتی اراضی و ساختمانهای فاقد سند رسمی مستقر در واحد ثبتی شهرستان تصرفات مالکانه بلامعارض متقاضی آقای فرزند به شماره ملی در ششدانگ یک قطعه زمین با بنای احداثی به مساحت مترمربع پلاک فرعی از اصلی واقع در بخش حوزه ثبتی محرز گردیده است. لذا به منظور اطلاع عموم مراتب در دو نوبت به فاصله ۱۵ روز آگهی می شود در صورتی که اشخاص نسبت به صدور سند مالکیت متقاضی اعتراضی داشته باشند می توانند از تاریخ انتشار اولین آگهی به مدت دو ماه اعتراض خود را به این اداره تسلیم نمایند. (726, 1924, 958, 1993)
legal-ad (726, 242, 958, 357)
ad-separator (486, 1660, 718, 1661)
ad-separator (486, 520, 718, 521)
ad-body: برابر رای شماره ۱۴۰۴۶۰۳۱۸۰۱۴۰۰۰۲۳۲ مورخ ۱۴۰۴/۰۲/۰۸ هیات اول موضوع قانون تعیین تکلیف وضعیت ثبتی اراضی و ساختمانهای فاقد سند رسمی مستقر در واحد ثبتی حوزه ثبت ملک خاش تصرفات مالکانه بلامعارض متقاضی آقای فرزند بشماره شناسنامه صادره از خاش در ششدانگ یکباب خانه به مساحت مترمربع پلاک فرعی از اصلی واقع در بخش ۲ بلوچستان شهر خاش خریداری بلاواسطه از مالک رسمی محرز گردیده است. (486, 729, 719, 781)
date-line-1: شنبه ۳ خرداد ۱۴۰۴ (62, 36, 150, 49)
ad-body: برابر رای شماره ۱۴۰۴۶۰۳۱۸۰۱۴۰۰۰۲۳۰ مورخ ۱۴۰۴/۰۲/۰۸ هیات اول تصرفات مالکانه بلامعارض متقاضی خانم فرزند بشماره شناسنامه در ششدانگ یکباب خانه به مساحت مترمربع پلاک فرعی از اصلی واقع در بخش ۲ بلوچستان شهر خاش محرز گردیده است. لذا به منظور اطلاع عموم مراتب در دو نوبت به فاصله ۱۵ روز آگهی می شود. (486, 301, 718, 336)
ad-separator (726, 236, 958, 237)
legal-ad (726, 1314, 958, 1403)
ad-signature: رئیس اداره ثبت اسناد و املاک شهرستان لاهیجان (246, 1371, 403, 1380)
ad-body: می باشد حدود اربعه ملک طبق نظر کارشناس شمالا به طول متر به ملک مجاور شرقا به طول متر به کوچه جنوبا به طول متر به ملک مجاور غربا به طول متر به خیابان. ملک دارای انشعابات آب و برق و گاز می باشد. متقاضیان می توانند پنج روز قبل از جلسه مزایده از ملک مورد نظر بازدید نمایند. (246, 955, 478, 990)
ad-body: به موجب پرونده اجرایی کلاسه شعبه اجرای احکام مدنی دادگستری شهرستان ملک واقع در پلاک ثبتی بخش به مساحت مترمربع که طبق نظر کارشناس رسمی دادگستری به مبلغ ریال ارزیابی شده است از طریق مزایده حضوری به فروش می رسد. مزایده از قیمت پایه شروع و به کسی که بالاترین قیمت را پیشنهاد نماید فروخته خواهد شد. ده درصد مبلغ پیشنهادی فی المجلس از برنده اخذ و مابقی ظرف مدت یک ماه وصول خواهد شد. (486, 1064, 718, 1116)
ad-title: آگهی موضوع ماده ۳ قانون و ماده ۱۳ آیین نامه (282, 369, 442, 378)
ad-body: برابر رای شماره هیات اول موضوع قانون تعیین تکلیف وضعیت ثبتی اراضی و ساختمانهای فاقد سند رسمی مستقر در واحد ثبتی شهرستان تصرفات مالکانه بلامعارض متقاضی آقای فرزند به شماره ملی در ششدانگ یک قطعه زمین با بنای احداثی به مساحت مترمربع پلاک فرعی از اصلی واقع در بخش حوزه ثبتی محرز گردیده است. لذا به منظور اطلاع عموم مراتب در دو نوبت به فاصله ۱۵ روز آگهی می شود در صورتی که اشخاص نسبت به صدور سند مالکیت متقاضی اعتراضی داشته باشند می توانند از تاریخ انتشار اولین آگهی به مدت دو ماه اعتراض خود را به این اداره تسلیم نمایند. (726, 1223, 958, 1292)
ad-body: برابر رای شماره مورخ ۱۴۰۴/۰۲/۰۹ هیات اول تصرفات مالکانه بلامعارض متقاضی در ششدانگ یک قطعه زمین به مساحت مترمربع پلاک فرعی از اصلی واقع در بخش ۲ بلوچستان شهر خاش خریداری بلاواسطه از مالک رسمی محرز گردیده است. لذا به منظور اطلاع عموم مراتب در دو نوبت به فاصله ۱۵ روز آگهی می شود. (486, 469, 718, 504)
ad-signature: مجید جمشیدی فر — رئیس ثبت اسناد و املاک (486, 671, 631, 680)
ad-signature: رئیس اداره ثبت اسناد و املاک شهرستان ایجرود (246, 348, 399, 357)
legal-ad (726, 1770, 958, 1885)
legal-ad (726, 2015, 958, 2104)
ad-separator (726, 363, 958, 364)
ad-body: برابر رای شماره مورخ هیات موضوع قانون تعیین تکلیف وضعیت ثبتی اراضی و ساختمانهای فاقد سند رسمی مستقر در واحد ثبتی حوزه ثبت ملک تصرفات مالکانه بلامعارض متقاضی در ششدانگ یک قطعه زمین به مساحت مترمربع از پلاک اصلی واقع در بخش محرز گردیده است. لذا به منظور اطلاع عموم مراتب در دو نوبت به فاصله ۱۵ روز آگهی می شود. (246, 304, 478, 347)
legal-ad (486, 358, 718, 430)
ad-title: ۲ بلوچستان شهر خاش اراضی محمدآباد خریداری بلاواسطه از مالکیت رسمی آقای خداداد عبدالحی جهانبخش (496, 1137, 708, 1155)
ad-separator (246, 708, 478, 709)
ad-body: نظر به اینکه در پرونده کلاسه اجرایی اجرای احکام ملک موصوف به نشانی توقیف و طبق نظر کارشناس به مبلغ ریال ارزیابی گردیده است. لذا در نظر است ملک مذکور از طریق مزایده در تاریخ ساعت در محل اجرای احکام به فروش برسد. متقاضیان می توانند جهت شرکت در مزایده ده درصد مبلغ پایه را به حساب سپرده دادگستری واریز و در جلسه حضور یابند. برنده مزایده کسی است که بالاترین قیمت را پیشنهاد دهد. (246, 574, 478, 617)
ad-separator (246, 996, 478, 997)
ad-separator (486, 797, 718, 798)
ad-title: هیات موضوع قانون تعیین تکلیف وضعیت ثبتی اراضی و ساختمانهای فاقد سند رسمی (747, 1314, 937, 1332)
legal-ad (726, 715, 958, 769)
ad-title: هیات موضوع قانون تعیین تکلیف وضعیت ثبتی اراضی و ساختمانهای فاقد سند رسمی (507, 273, 697, 291)
legal-ad (486, 526, 718, 597)
legal-ad (486, 970, 718, 1042)
ad-separator (486, 1325, 718, 1326)
ad-body: نظر به اینکه در پرونده کلاسه اجرایی اجرای احکام ملک موصوف به نشانی توقیف و طبق نظر کارشناس به مبلغ ریال ارزیابی گردیده است. لذا در نظر است ملک مذکور از طریق مزایده در تاریخ ساعت در محل اجرای احکام به فروش برسد. متقاضیان می توانند جهت شرکت در مزایده ده درصد مبلغ پایه را به حساب سپرده دادگستری واریز و در جلسه حضور یابند. برنده مزایده کسی است که بالاترین قیمت را پیشنهاد دهد. (246, 137, 478, 180)
ad-body: می باشد حدود اربعه ملک طبق نظر کارشناس شمالا به طول متر به ملک مجاور شرقا به طول متر به کوچه جنوبا به طول متر به ملک مجاور غربا به طول متر به خیابان. ملک دارای انشعابات آب و برق و گاز می باشد. متقاضیان می توانند پنج روز قبل از جلسه مزایده از ملک مورد نظر بازدید نمایند. (246, 81, 478, 115)
ad-body: برابر رای شماره مورخ ۱۴۰۴/۰۲/۲۲ هیات دوم موضوع قانون تعیین تکلیف وضعیت ثبتی اراضی و ساختمانهای فاقد سند رسمی مستقر در واحد ثبتی تصرفات مالکانه بلامعارض متقاضی در ششدانگ یکباب مغازه به مساحت مترمربع از پلاک اصلی واقع در بخش خریداری از مالک رسمی محرز گردیده است. لذا به منظور اطلاع عموم مراتب در دو نوبت به فاصله ۱۵ روز آگهی می شود. بدیهی است در صورت انقضای مدت مذکور و عدم وصول اعتراض طبق مقررات سند مالکیت صادر خواهد شد. (726, 641, 958, 693)
ad-body: برابر رای شماره ۱۴۰۴۶۰۳۱۸۰۱۴۰۰۰۲۳۲ مورخ ۱۴۰۴/۰۲/۰۸ هیات اول موضوع قانون تعیین تکلیف وضعیت ثبتی اراضی و ساختمانهای فاقد سند رسمی مستقر در واحد ثبتی حوزه ثبت ملک خاش تصرفات مالکانه بلامعارض متقاضی آقای فرزند بشماره شناسنامه صادره از خاش در ششدانگ یکباب خانه به مساحت مترمربع پلاک فرعی از اصلی واقع در بخش ۲ بلوچستان شهر خاش خریداری بلاواسطه از مالک رسمی محرز گردیده است. (486, 200, 719, 252)
ad-separator (726, 608, 958, 609)
ad-signature: تاریخ انتشار نوبت اول: ۱۴۰۴/۰۳/۰۳ — رئیس اداره ثبت اسناد و املاک اندیمشک (8, 543, 227, 560)
legal-ad (246, 369, 478, 432)
ad-signature: مجید جمشیدی فر — رئیس ثبت اسناد و املاک (486, 253, 631, 262)
ad-separator (246, 1312, 478, 1313)
ad-separator (726, 1891, 958, 1892)
ad-title: هیات موضوع قانون تعیین تکلیف وضعیت ثبتی اراضی و ساختمانهای فاقد سند رسمی (507, 802, 697, 820)
ad-body: به موجب پرونده اجرایی کلاسه شعبه اجرای احکام مدنی دادگستری شهرستان ملک واقع در پلاک ثبتی بخش به مساحت مترمربع که طبق نظر کارشناس رسمی دادگستری به مبلغ ریال ارزیابی شده است از طریق مزایده حضوری به فروش می رسد. مزایده از قیمت پایه شروع و به کسی که بالاترین قیمت را پیشنهاد نماید فروخته خواهد شد. ده درصد مبلغ پیشنهادی فی المجلس از برنده اخذ و مابقی ظرف مدت یک ماه وصول خواهد شد. (486, 1593, 718, 1645)
legal-ad (8, 80, 238, 159)
ad-subtitle: آگهی موضوع ماده ۳ قانون و ماده ۱۳ آیین نامه (762, 2032, 922, 2041)
ad-body: اداره ثبت اسناد و املاک شهرستان اندیمشک مستند به ماده ۳ قانون و ماده ۱۳ آیین نامه قانون تعیین تکلیف وضعیت ثبتی اراضی و ساختمانهای فاقد سند رسمی آراء صادره هیات حل اختلاف اندیمشک به شرح ذیل جهت اطلاع عموم آگهی می گردد. ۱- خانم فرزند بشماره شناسنامه ششدانگ یکباب خانه به مساحت مترمربع پلاک فرعی از اصلی واقع در بخش ۲ اندیمشک. ۲- آقای فرزند ششدانگ یکباب مغازه به مساحت مترمربع. ۳- آقای ششدانگ یک قطعه زمین. ۴- خانم ششدانگ یکباب خانه. ۵- آقای ششدانگ یکباب ساختمان. (8, 418, 238, 479)
ad-signature: مجید جمشیدی فر — رئیس ثبت اسناد و املاک (486, 1310, 631, 1319)
ad-subtitle: آگهی موضوع ماده ۳ قانون و ماده ۱۳ آیین نامه (762, 259, 922, 268)
ad-body: نظر به اینکه در پرونده کلاسه اجرایی اجرای احکام ملک موصوف به نشانی توقیف و طبق نظر کارشناس به مبلغ ریال ارزیابی گردیده است. لذا در نظر است ملک مذکور از طریق مزایده در تاریخ ساعت در محل اجرای احکام به فروش برسد. متقاضیان می توانند جهت شرکت در مزایده ده درصد مبلغ پایه را به حساب سپرده دادگستری واریز و در جلسه حضور یابند. برنده مزایده کسی است که بالاترین قیمت را پیشنهاد دهد. (246, 1011, 478, 1055)
ad-subtitle: آگهی موضوع ماده ۳ قانون و ماده ۱۳ آیین نامه (762, 1213, 922, 1222)
ad-body: به موجب پرونده اجرایی کلاسه شعبه اجرای احکام مدنی دادگستری شهرستان ملک واقع در پلاک ثبتی بخش به مساحت مترمربع که طبق نظر کارشناس رسمی دادگستری به مبلغ ریال ارزیابی شده است از طریق مزایده حضوری به فروش می رسد. مزایده از قیمت پایه شروع و به کسی که بالاترین قیمت را پیشنهاد نماید فروخته خواهد شد. ده درصد مبلغ پیشنهادی فی المجلس از برنده اخذ و مابقی ظرف مدت یک ماه وصول خواهد شد. (486, 535, 718, 587)
ad-body: برابر رای شماره مورخ ۱۴۰۴/۰۲/۲۲ هیات دوم موضوع قانون تعیین تکلیف وضعیت ثبتی اراضی و ساختمانهای فاقد سند رسمی مستقر در واحد ثبتی تصرفات مالکانه بلامعارض متقاضی در ششدانگ یکباب مغازه به مساحت مترمربع از پلاک اصلی واقع در بخش خریداری از مالک رسمی محرز گردیده است. لذا به منظور اطلاع عموم مراتب در دو نوبت به فاصله ۱۵ روز آگهی می شود. بدیهی است در صورت انقضای مدت مذکور و عدم وصول اعتراض طبق مقررات سند مالکیت صادر خواهد شد. (726, 2042, 958, 2094)
ad-subtitle: آگهی موضوع ماده ۳ قانون و ماده ۱۳ آیین نامه قانون تعیین تکلیف وضعیت ثبتی اراضی و ساختمانهای فاقد سند رسمی (728, 798, 956, 816)
legal-ad (8, 400, 238, 479)
legal-ad (8, 966, 238, 1027)
ad-body: ۶- آقای فرزند ششدانگ یکباب خانه به مساحت مترمربع واقع در اندیمشک. ۷- خانم ششدانگ یکباب خانه. ۸- آقای ششدانگ یک قطعه زمین. ۹- آقای ششدانگ یکباب مغازه. ۱۰- خانم ششدانگ یکباب خانه. لذا به منظور اطلاع عموم مراتب در دو نوبت به فاصله ۱۵ روز آگهی می شود در صورتی که اشخاص نسبت به صدور سند مالکیت متقاضی اعتراضی داشته باشند می توانند از تاریخ انتشار اولین آگهی به مدت دو ماه اعتراض خود را به این اداره تسلیم نمایند. (8, 810, 239, 862)
ad-separator (8, 886, 238, 887)
ad-signature: ارشد محمودی — رئیس ثبت اسناد و املاک (726, 1460, 860, 1469)
ad-separator (486, 964, 718, 965)
section-title: آگهی (464, 36, 528, 64)
ad-subtitle: آگهی تحدید حدود اختصاصی (794, 1778, 890, 1787)
ad-title: آگهی مزایده اموال غیرمنقول ۱۴۰۳۰۸۵ (534, 1583, 670, 1592)
ad-separator (246, 1145, 478, 1146)
legal-ad (486, 80, 718, 152)
masthead-tag-1: سال چهلم شماره ۱۱۱۴۲ (866, 37, 924, 62)
ad-signature: مسئول واحد اجرای اسناد رسمی آمل — موسی زاده (246, 618, 412, 627)
ad-title: هیات موضوع قانون تعیین تکلیف وضعیت ثبتی اراضی و ساختمانهای فاقد سند رسمی (747, 942, 937, 960)
ad-title: هیات موضوع قانون تعیین تکلیف وضعیت ثبتی اراضی و ساختمانهای فاقد سند رسمی (507, 163, 697, 181)
ad-separator (246, 633, 478, 634)
ad-signature: مجید جمشیدی فر — رئیس ثبت اسناد و املاک (486, 949, 631, 958)
legal-ad (726, 1415, 958, 1469)
column-4 (8, 80, 238, 1432)
ad-subtitle: آگهی موضوع ماده ۳ قانون و ماده ۱۳ آیین نامه (762, 960, 922, 969)
ad-title: هیات موضوع قانون تعیین تکلیف وضعیت ثبتی اراضی و ساختمانهای فاقد سند رسمی (747, 2014, 937, 2032)
ad-body: برابر رای شماره ۱۴۰۴۶۰۳۱۸۰۱۴۰۰۰۲۳۲ مورخ ۱۴۰۴/۰۲/۰۸ هیات اول موضوع قانون تعیین تکلیف وضعیت ثبتی اراضی و ساختمانهای فاقد سند رسمی مستقر در واحد ثبتی حوزه ثبت ملک خاش تصرفات مالکانه بلامعارض متقاضی آقای فرزند بشماره شناسنامه صادره از خاش در ششدانگ یکباب خانه به مساحت مترمربع پلاک فرعی از اصلی واقع در بخش ۲ بلوچستان شهر خاش خریداری بلاواسطه از مالک رسمی محرز گردیده است. (486, 1258, 719, 1310)
ad-signature: تاریخ انتشار: ۱۴۰۴/۰۳/۰۳ — ارشد محمودی رئیس ثبت اسناد و املاک شهرستان ابرکوه (726, 1166, 942, 1184)
ad-separator (8, 567, 238, 568)
ad-separator (726, 489, 958, 490)
ad-separator (8, 960, 238, 961)
ad-title: هیات موضوع قانون تعیین تکلیف وضعیت ثبتی اراضی و ساختمانهای فاقد سند رسمی (747, 613, 937, 631)
ad-subtitle: آگهی موضوع ماده ۳ قانون و ماده ۱۳ آیین نامه (282, 1168, 442, 1177)
ad-title: آگهی فقدان سند مالکیت (319, 1318, 405, 1326)
ad-body: مشخصات مورد مزایده: ۱- ملک شماره یک ۲- ملک شماره دو ۳- ملک شماره سه ۴- ملک شماره چهار ۵- ملک شماره پنج ۶- ملک شماره شش ۷- ملک شماره هفت ۸- ملک شماره هشت. کلیه هزینه های نقل و انتقال و بدهی های مربوط به شهرداری، دارایی، آب، برق و گاز و سایر هزینه ها به عهده برنده مزایده می باشد. در صورتی که روز مزایده تعطیل رسمی اعلام گردد مزایده در اولین روز اداری بعد از تعطیلی در همان ساعت و مکان برگزار خواهد شد. (8, 965, 239, 1017)
ad-subtitle: آگهی موضوع ماده ۳ قانون و ماده ۱۳ آیین نامه (522, 1433, 682, 1442)
ad-signature: رئیس اداره ثبت اسناد و املاک مشکین شهر (8, 698, 146, 707)
ad-separator (246, 363, 478, 364)
ad-signature: تاریخ انتشار نوبت اول: ۱۴۰۴/۰۳/۰۳ — تاریخ انتشار نوبت دوم: ۱۴۰۴/۰۳/۱۸ (726, 1613, 923, 1631)
legal-ad (8, 491, 238, 561)
legal-ad (726, 80, 958, 230)
ad-separator (8, 713, 238, 714)
ad-title: آگهی مزایده اموال غیرمنقول (72, 892, 174, 901)
legal-ad (246, 444, 478, 507)
ad-body: برابر رای شماره ۱۴۰۴۶۰۳۱۴۰۰۶۰۰۳۶۰۲ مورخ ۱۴۰۴/۰۲/۱۶ هیات اول موضوع قانون تعیین تکلیف وضعیت ثبتی اراضی و ساختمانهای فاقد سند رسمی مستقر در واحد ثبتی حوزه ثبت ملک بابل تصرفات مالکانه بلامعارض متقاضی خانم فرزند به شماره شناسنامه در ششدانگ یک باب خانه به مساحت مترمربع پلاک فرعی از اصلی واقع در بخش ۳ بابل خریداری از مالک رسمی محرز گردیده است. لذا به منظور اطلاع عموم مراتب در دو نوبت به فاصله ۱۵ روز آگهی می شود در صورتی که اشخاص نسبت به صدور سند مالکیت متقاضی اعتراضی داشته باشند می توانند از تاریخ انتشار اولین آگهی به مدت دو ماه اعتراض خود را به این اداره تسلیم و پس از اخذ رسید ظرف مدت یکماه از تاریخ تسلیم اعتراض دادخواست خود را به مرجع قضایی تقدیم نمایند. (726, 970, 958, 1048)
ad-signature: مدیر اجرای احکام مدنی (486, 1645, 561, 1654)
legal-ad (246, 806, 478, 869)
ad-signature: مجید جمشیدی فر — رئیس ثبت اسناد و املاک (486, 1033, 631, 1042)
ad-separator (486, 1215, 718, 1216)
ad-separator (246, 1237, 478, 1238)
ad-signature: مسئول واحد اجرای اسناد رسمی آمل — موسی زاده (246, 1055, 412, 1064)
ad-title: آگهی مزایده اموال غیرمنقول (72, 252, 174, 261)
ad-subtitle: آگهی موضوع ماده ۳ قانون و ماده ۱۳ آیین نامه (282, 731, 442, 740)
legal-ad (246, 277, 478, 358)
ad-signature: رئیس اداره ثبت اسناد و املاک شهرستان لاهیجان (246, 497, 403, 506)
ad-signature: حسن مرادی — رئیس ثبت اسناد و املاک (726, 1293, 855, 1302)
ad-title: هیات موضوع قانون تعیین تکلیف وضعیت ثبتی اراضی و ساختمانهای فاقد سند رسمی (267, 713, 457, 731)
legal-ad (246, 518, 478, 552)
ad-signature: مسئول واحد اجرای اسناد رسمی آمل — موسی زاده (246, 693, 412, 702)
legal-ad (246, 127, 478, 190)
ad-separator (726, 1063, 958, 1064)
ad-separator (8, 394, 238, 395)
ad-body: برابر رای شماره ۱۴۰۴۶۰۳۱۸۰۱۴۰۰۰۲۳۰ مورخ ۱۴۰۴/۰۲/۰۸ هیات اول تصرفات مالکانه بلامعارض متقاضی خانم فرزند بشماره شناسنامه در ششدانگ یکباب خانه به مساحت مترمربع پلاک فرعی از اصلی واقع در بخش ۲ بلوچستان شهر خاش محرز گردیده است. لذا به منظور اطلاع عموم مراتب در دو نوبت به فاصله ۱۵ روز آگهی می شود. (486, 1359, 718, 1394)
ad-body: می باشد حدود اربعه ملک طبق نظر کارشناس شمالا به طول متر به ملک مجاور شرقا به طول متر به کوچه جنوبا به طول متر به ملک مجاور غربا به طول متر به خیابان. ملک دارای انشعابات آب و برق و گاز می باشد. متقاضیان می توانند پنج روز قبل از جلسه مزایده از ملک مورد نظر بازدید نمایند. (246, 518, 478, 552)
ad-title: تحدید حدود اختصاصی (805, 368, 879, 377)
ad-title: آگهی تحدید حدود اختصاصی (794, 2116, 890, 2124)
legal-ad (486, 442, 718, 514)
ad-title: هیات موضوع قانون تعیین تکلیف وضعیت ثبتی اراضی و ساختمانهای فاقد سند رسمی (507, 1415, 697, 1433)
ad-body: آقای فرزند با تسلیم دو برگ استشهادیه مصدق به شماره مدعی است که سند مالکیت ششدانگ پلاک فرعی از اصلی به علت جابجایی مفقود گردیده است. لذا مراتب به استناد تبصره یک اصلاحی ماده ۱۲۰ آیین نامه قانون ثبت در یک نوبت آگهی می شود. چنانچه کسی مدعی انجام معامله نسبت به ملک مرقوم یا وجود سند مالکیت نزد خود باشد تا ده روز پس از انتشار این آگهی به این اداره مراجعه نماید. (246, 453, 478, 496)
ad-separator (246, 800, 478, 801)
ad-body: برابر آراء صادره هیات حل اختلاف موضوع قانون تعیین تکلیف وضعیت ثبتی اراضی و ساختمانهای فاقد سند رسمی مستقر در اداره ثبت اسناد و املاک تصرفات مالکانه بلامعارض متقاضیان محرز گردیده است. ۱- رای شماره ۲- رای شماره ۳- رای شماره ۴- رای شماره ۵- رای شماره. لذا به منظور اطلاع عموم مراتب در دو نوبت به فاصله ۱۵ روز آگهی می شود. (246, 816, 478, 859)
ad-signature: مجید صیادی — رئیس ثبت اسناد و املاک (726, 694, 854, 703)
